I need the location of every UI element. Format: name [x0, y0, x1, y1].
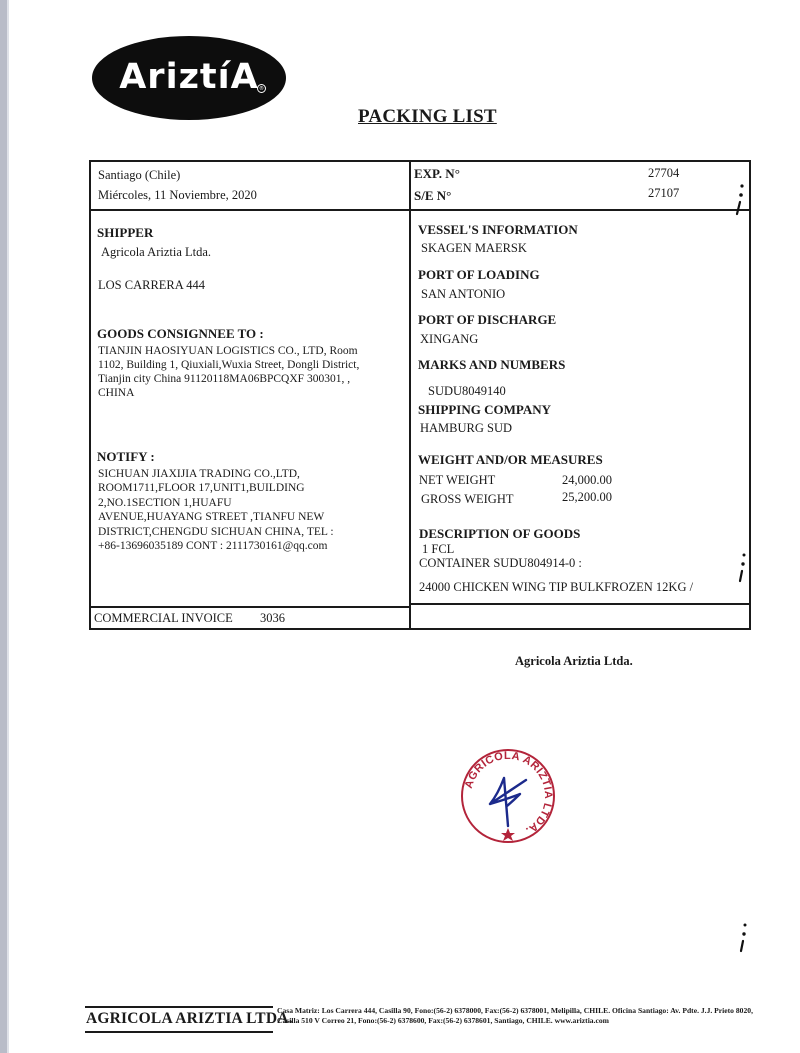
goods-quantity: 1 FCL	[422, 542, 455, 556]
footer-company: AGRICOLA ARIZTIA LTDA.	[86, 1010, 293, 1027]
consignee-line: TIANJIN HAOSIYUAN LOGISTICS CO., LTD, Room	[98, 345, 358, 357]
notify-line: ROOM1711,FLOOR 17,UNIT1,BUILDING	[98, 482, 305, 494]
notify-label: NOTIFY :	[97, 449, 155, 464]
registered-mark-icon: ®	[259, 85, 264, 92]
shipper-address: LOS CARRERA 444	[98, 278, 205, 292]
footer-address-line1: Casa Matriz: Los Carrera 444, Casilla 90, Fono:(56-2) 6378000, Fax:(56-2) 6378001, Melipilla, CHILE. Oficina Santiago: Av. Pdte. J.J. Prieto 8020,	[277, 1006, 753, 1015]
consignee-line: CHINA	[98, 387, 135, 399]
se-number-label: S/E N°	[414, 188, 452, 203]
shipping-company-label: SHIPPING COMPANY	[418, 402, 552, 417]
shipping-company-value: HAMBURG SUD	[420, 421, 513, 435]
stamp-text: AGRICOLA ARIZTIA LTDA.	[462, 749, 555, 837]
logo-text: AriztíA	[119, 57, 259, 97]
table-border-top	[89, 160, 751, 162]
table-border-bottom	[89, 628, 751, 630]
notify-line: AVENUE,HUAYANG STREET ,TIANFU NEW	[98, 511, 325, 523]
document-date: Miércoles, 11 Noviembre, 2020	[98, 188, 257, 202]
consignee-label: GOODS CONSIGNNEE TO :	[97, 326, 264, 341]
goods-container: CONTAINER SUDU804914-0 :	[419, 556, 582, 570]
se-number-value: 27107	[648, 186, 680, 200]
notify-line: SICHUAN JIAXIJIA TRADING CO.,LTD,	[98, 468, 300, 480]
goods-label: DESCRIPTION OF GOODS	[419, 526, 581, 541]
invoice-label: COMMERCIAL INVOICE	[94, 611, 233, 625]
gross-weight-value: 25,200.00	[562, 490, 612, 504]
port-discharge-label: PORT OF DISCHARGE	[418, 312, 557, 327]
city: Santiago (Chile)	[98, 168, 181, 182]
table-header-separator	[89, 209, 751, 211]
vessel-value: SKAGEN MAERSK	[421, 241, 527, 255]
consignee-line: 1102, Building 1, Qiuxiali,Wuxia Street, Dongli District,	[98, 359, 360, 371]
net-weight-value: 24,000.00	[562, 473, 612, 487]
company-stamp	[460, 748, 556, 844]
gross-weight-label: GROSS WEIGHT	[421, 492, 514, 506]
handwritten-mark-goods	[737, 552, 747, 584]
stamp-ring	[460, 748, 556, 844]
table-column-divider	[409, 160, 411, 630]
port-discharge-value: XINGANG	[420, 332, 479, 346]
shipper-name: Agricola Ariztia Ltda.	[101, 245, 212, 259]
page-edge-shadow	[0, 0, 7, 1053]
weights-label: WEIGHT AND/OR MEASURES	[418, 452, 603, 467]
footer-address	[277, 1006, 753, 1026]
table-border-right	[749, 160, 751, 630]
footer-address-line2: Casilla 510 V Correo 21, Fono:(56-2) 6378600, Fax:(56-2) 6378601, Santiago, CHILE. www.ariztia.com	[277, 1016, 609, 1025]
company-logo	[92, 36, 286, 120]
net-weight-label: NET WEIGHT	[419, 473, 496, 487]
table-border-left	[89, 160, 91, 630]
port-loading-label: PORT OF LOADING	[418, 267, 540, 282]
table-right-goods-separator	[409, 603, 751, 605]
shipper-label: SHIPPER	[97, 225, 154, 240]
consignee-line: Tianjin city China 91120118MA06BPCQXF 300301, ,	[98, 373, 351, 385]
handwritten-mark-top	[734, 182, 746, 218]
handwritten-mark-bottom	[738, 920, 748, 954]
footer-rule-bottom	[85, 1031, 273, 1033]
exp-number-label: EXP. N°	[414, 166, 460, 181]
notify-line: DISTRICT,CHENGDU SICHUAN CHINA, TEL :	[98, 526, 334, 538]
marks-label: MARKS AND NUMBERS	[418, 357, 566, 372]
table-left-invoice-separator	[89, 606, 410, 608]
notify-line: +86-13696035189 CONT : 2111730161@qq.com	[98, 540, 328, 552]
signature-company: Agricola Ariztia Ltda.	[515, 654, 633, 668]
invoice-number: 3036	[260, 611, 285, 625]
goods-description: 24000 CHICKEN WING TIP BULKFROZEN 12KG /	[419, 580, 694, 594]
notify-line: 2,NO.1SECTION 1,HUAFU	[98, 497, 232, 509]
vessel-label: VESSEL'S INFORMATION	[418, 222, 578, 237]
exp-number-value: 27704	[648, 166, 680, 180]
document-title: PACKING LIST	[358, 106, 497, 127]
marks-value: SUDU8049140	[428, 384, 506, 398]
footer-rule-top	[85, 1006, 273, 1008]
port-loading-value: SAN ANTONIO	[421, 287, 506, 301]
